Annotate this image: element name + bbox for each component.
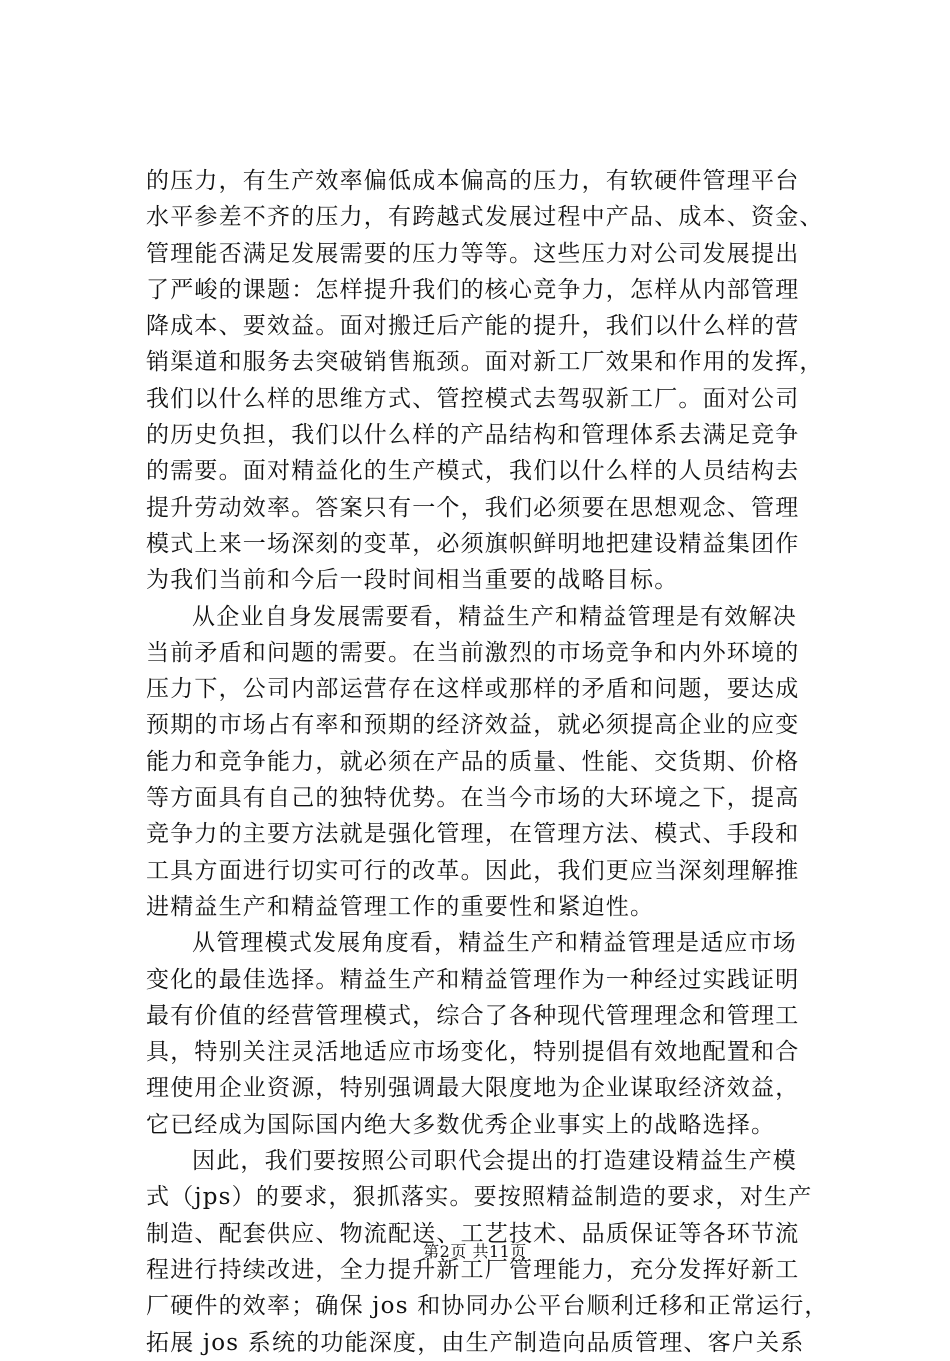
text-line: 了严峻的课题：怎样提升我们的核心竞争力，怎样从内部管理	[146, 276, 800, 303]
text-line: 制造、配套供应、物流配送、工艺技术、品质保证等各环节流	[146, 1220, 800, 1247]
text-line: 程进行持续改进，全力提升新工厂管理能力，充分发挥好新工	[146, 1256, 800, 1283]
paragraph-start-line: 因此，我们要按照公司职代会提出的打造建设精益生产模	[192, 1148, 797, 1175]
text-line: 降成本、要效益。面对搬迁后产能的提升，我们以什么样的营	[146, 313, 800, 340]
text-line: 销渠道和服务去突破销售瓶颈。面对新工厂效果和作用的发挥，	[146, 349, 824, 376]
text-line: 等方面具有自己的独特优势。在当今市场的大环境之下，提高	[146, 785, 800, 812]
text-line: 管理能否满足发展需要的压力等等。这些压力对公司发展提出	[146, 240, 800, 267]
text-line: 它已经成为国际国内绝大多数优秀企业事实上的战略选择。	[146, 1111, 776, 1138]
text-line: 的历史负担，我们以什么样的产品结构和管理体系去满足竞争	[146, 422, 800, 449]
text-line: 提升劳动效率。答案只有一个，我们必须要在思想观念、管理	[146, 494, 800, 521]
text-line: 厂硬件的效率；确保 jos 和协同办公平台顺利迁移和正常运行，	[146, 1293, 829, 1320]
text-line: 理使用企业资源，特别强调最大限度地为企业谋取经济效益，	[146, 1075, 800, 1102]
page-number-footer: 第2页 共11页	[423, 1242, 527, 1261]
text-line: 当前矛盾和问题的需要。在当前激烈的市场竞争和内外环境的	[146, 639, 800, 666]
text-line: 的需要。面对精益化的生产模式，我们以什么样的人员结构去	[146, 458, 800, 485]
text-line: 我们以什么样的思维方式、管控模式去驾驭新工厂。面对公司	[146, 385, 800, 412]
text-line: 工具方面进行切实可行的改革。因此，我们更应当深刻理解推	[146, 857, 800, 884]
text-line: 具，特别关注灵活地适应市场变化，特别提倡有效地配置和合	[146, 1039, 800, 1066]
text-line: 变化的最佳选择。精益生产和精益管理作为一种经过实践证明	[146, 966, 800, 993]
text-line: 压力下，公司内部运营存在这样或那样的矛盾和问题，要达成	[146, 676, 800, 703]
text-line: 拓展 jos 系统的功能深度，由生产制造向品质管理、客户关系	[146, 1329, 805, 1356]
text-line: 为我们当前和今后一段时间相当重要的战略目标。	[146, 567, 679, 594]
paragraph-start-line: 从管理模式发展角度看，精益生产和精益管理是适应市场	[192, 930, 797, 957]
text-line: 式（jps）的要求，狠抓落实。要按照精益制造的要求，对生产	[146, 1184, 813, 1211]
text-line: 能力和竞争能力，就必须在产品的质量、性能、交货期、价格	[146, 748, 800, 775]
text-line: 预期的市场占有率和预期的经济效益，就必须提高企业的应变	[146, 712, 800, 739]
text-line: 最有价值的经营管理模式，综合了各种现代管理理念和管理工	[146, 1002, 800, 1029]
text-line: 的压力，有生产效率偏低成本偏高的压力，有软硬件管理平台	[146, 168, 800, 194]
text-line: 模式上来一场深刻的变革，必须旗帜鲜明地把建设精益集团作	[146, 530, 800, 557]
text-line: 水平参差不齐的压力，有跨越式发展过程中产品、成本、资金、	[146, 204, 824, 231]
text-line: 进精益生产和精益管理工作的重要性和紧迫性。	[146, 893, 655, 920]
text-line: 竞争力的主要方法就是强化管理，在管理方法、模式、手段和	[146, 821, 800, 848]
paragraph-start-line: 从企业自身发展需要看，精益生产和精益管理是有效解决	[192, 603, 797, 630]
document-body	[146, 163, 829, 1361]
